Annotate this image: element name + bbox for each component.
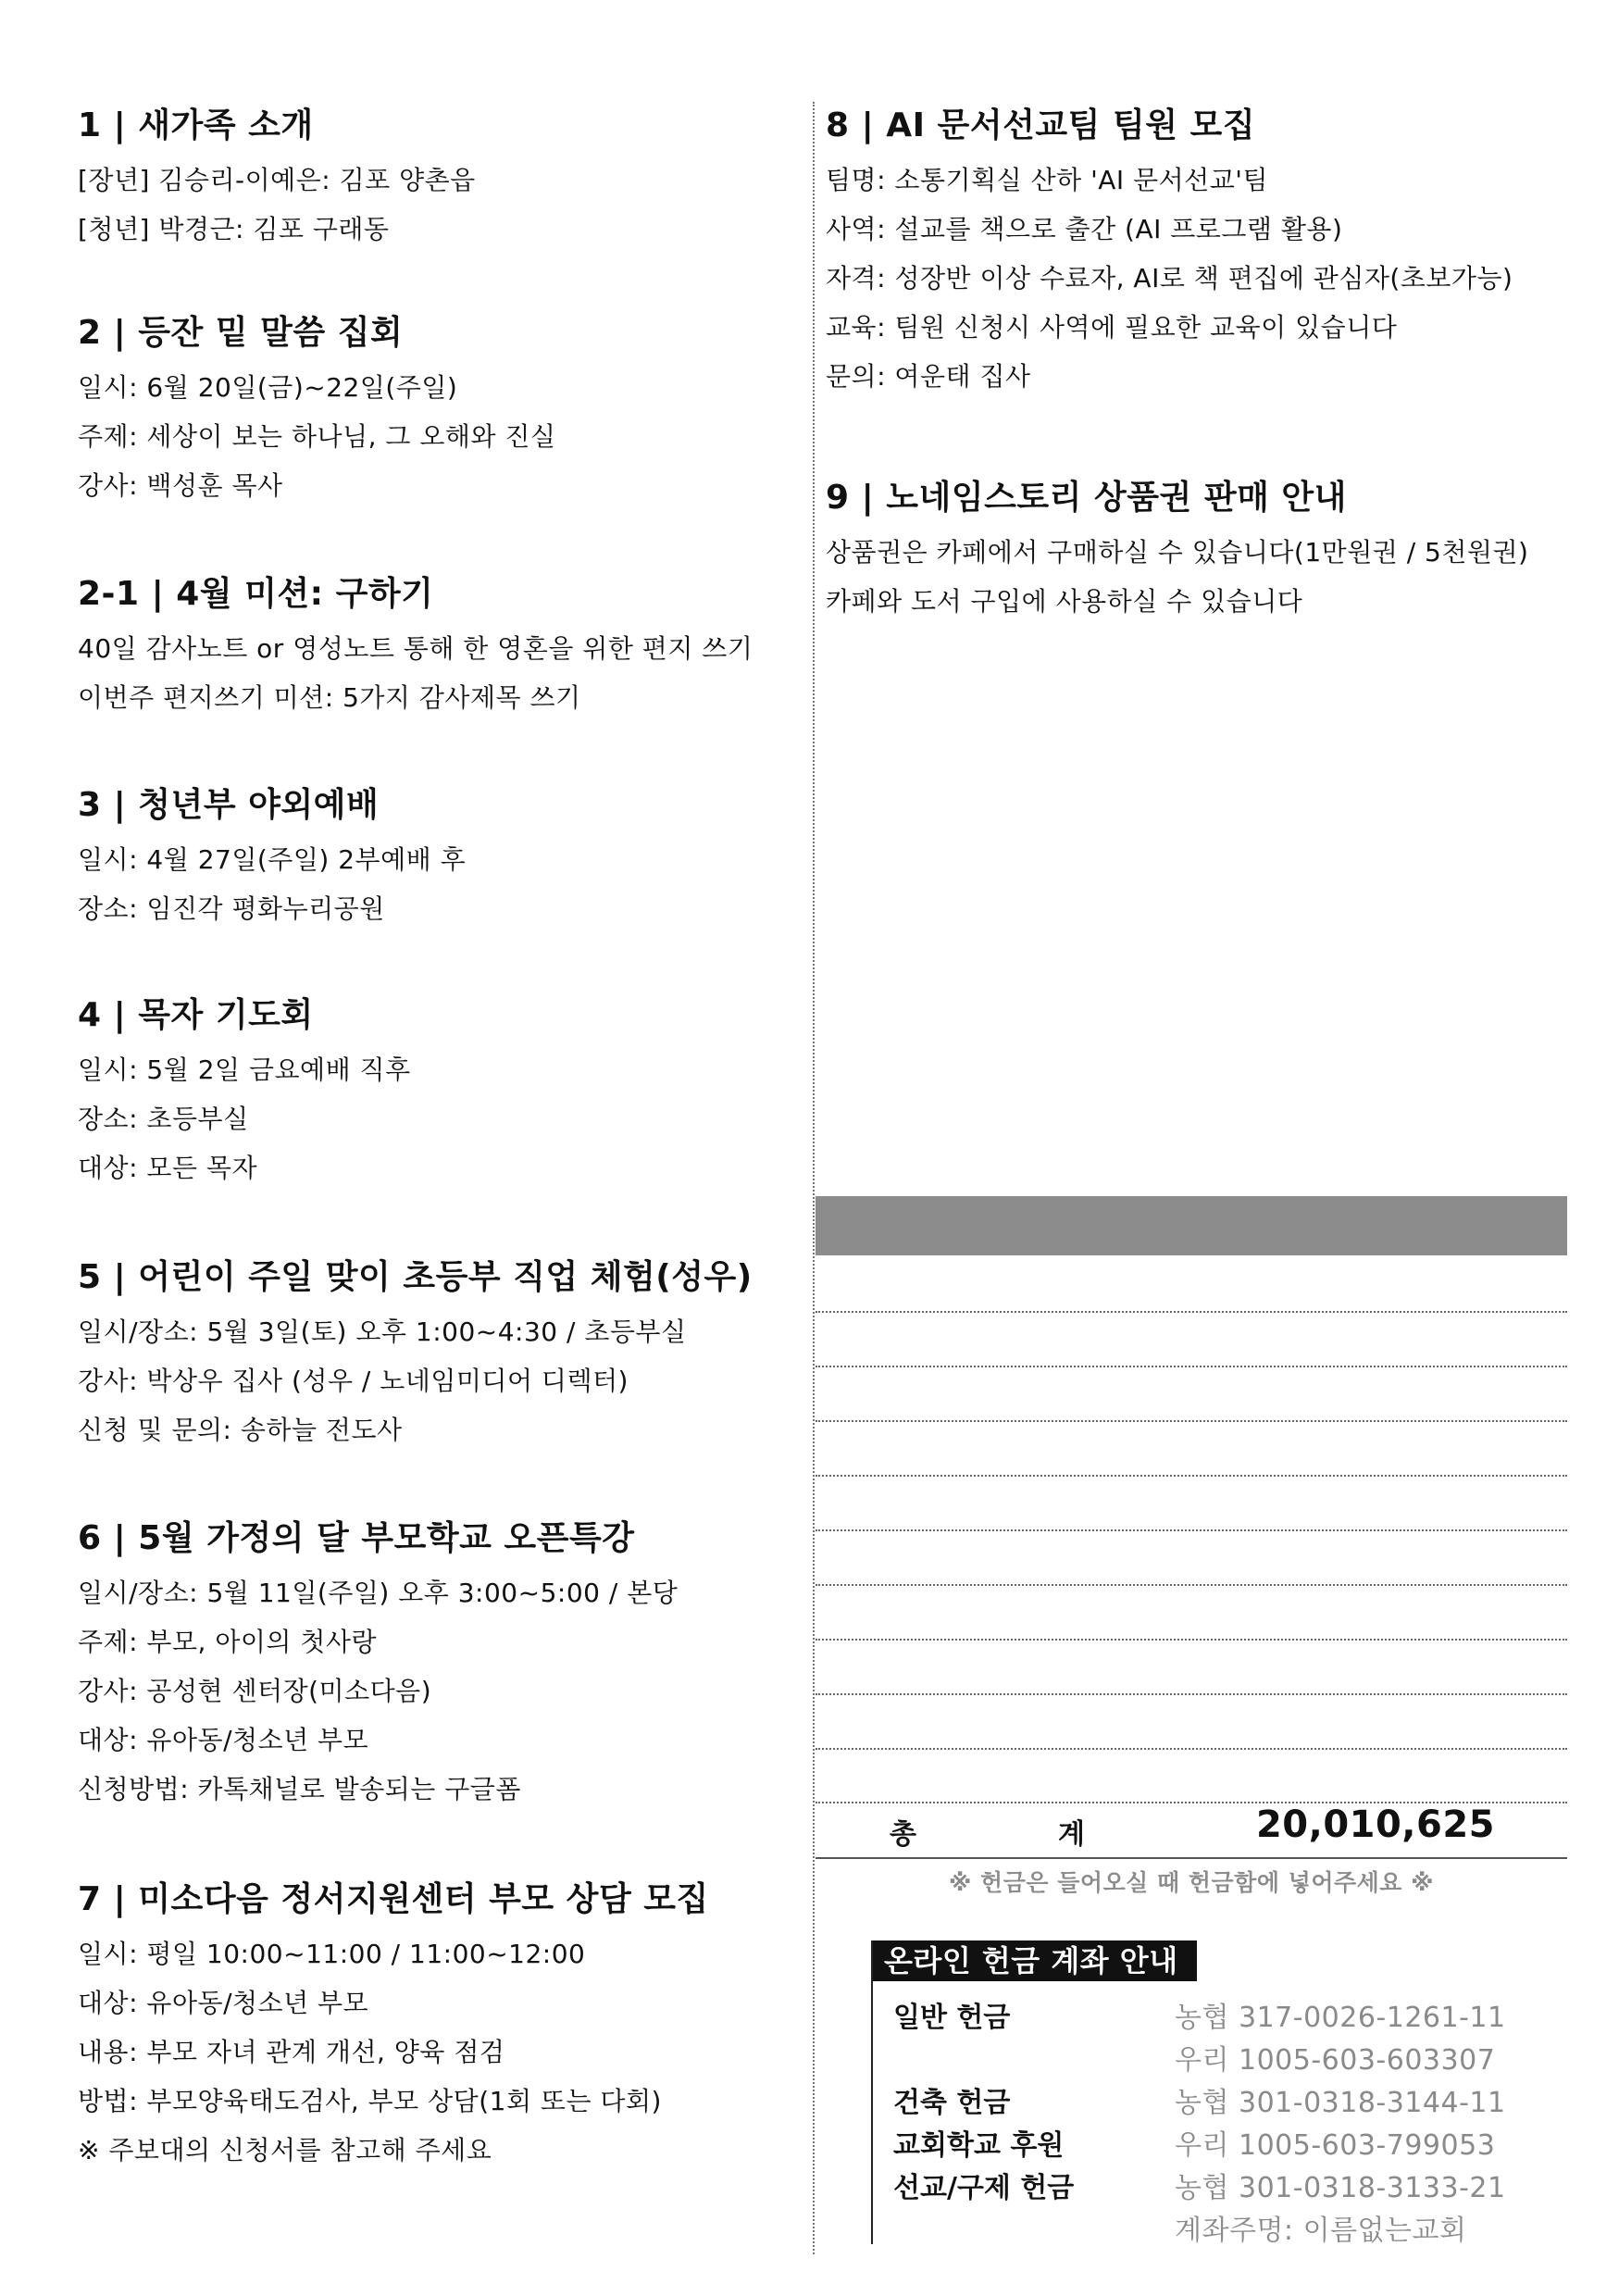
total-value: 20,010,625 [1255, 1803, 1495, 1846]
section-line: 장소: 임진각 평화누리공원 [78, 893, 385, 924]
section-ai-team [826, 104, 1566, 401]
section-line: 강사: 백성훈 목사 [78, 470, 283, 501]
section-line: 40일 감사노트 or 영성노트 통해 한 영혼을 위한 편지 쓰기 [78, 633, 753, 664]
offering-row-divider [816, 1529, 1567, 1531]
offering-row-divider [816, 1584, 1567, 1586]
section-line: [장년] 김승리-이예은: 김포 양촌읍 [78, 165, 476, 195]
account-holder: 계좌주명: 이름없는교회 [1175, 2215, 1467, 2247]
section-line: 이번주 편지쓰기 미션: 5가지 감사제목 쓰기 [78, 682, 581, 713]
section-parent-school [78, 1516, 800, 1814]
section-children-job-experience [78, 1255, 800, 1454]
section-line: 대상: 유아동/청소년 부모 [78, 1725, 369, 1755]
offering-row-divider [816, 1311, 1567, 1313]
section-line: ※ 주보대의 신청서를 참고해 주세요 [78, 2135, 492, 2165]
section-title: 7 | 미소다음 정서지원센터 부모 상담 모집 [78, 1880, 709, 1918]
offering-row-divider [816, 1639, 1567, 1641]
bank-account: 우리 1005-603-603307 [1175, 2044, 1496, 2077]
section-title: 2-1 | 4월 미션: 구하기 [78, 575, 434, 613]
section-line: 강사: 공성현 센터장(미소다음) [78, 1676, 432, 1706]
section-title: 1 | 새가족 소개 [78, 106, 314, 144]
section-line: [청년] 박경근: 김포 구래동 [78, 214, 390, 244]
bank-account: 농협 301-0318-3133-21 [1175, 2172, 1506, 2204]
giving-type-label: 선교/구제 헌금 [893, 2172, 1075, 2204]
section-line: 팀명: 소통기획실 산하 'AI 문서선교'팀 [826, 165, 1269, 195]
section-line: 문의: 여운태 집사 [826, 361, 1031, 392]
offering-row-divider [816, 1475, 1567, 1477]
section-gift-card [826, 476, 1566, 626]
section-line: 신청방법: 카톡채널로 발송되는 구글폼 [78, 1774, 521, 1804]
section-sermon-meeting [78, 311, 800, 510]
section-line: 대상: 모든 목자 [78, 1153, 258, 1183]
section-line: 대상: 유아동/청소년 부모 [78, 1988, 369, 2018]
section-line: 상품권은 카페에서 구매하실 수 있습니다(1만원권 / 5천원권) [826, 537, 1529, 568]
section-line: 강사: 박상우 집사 (성우 / 노네임미디어 디렉터) [78, 1366, 629, 1396]
section-title: 5 | 어린이 주일 맞이 초등부 직업 체험(성우) [78, 1258, 753, 1296]
section-line: 카페와 도서 구입에 사용하실 수 있습니다 [826, 586, 1303, 617]
column-divider [813, 102, 815, 2254]
offering-table-header [816, 1196, 1567, 1255]
section-title: 8 | AI 문서선교팀 팀원 모집 [826, 106, 1256, 144]
bank-account: 농협 301-0318-3144-11 [1175, 2087, 1506, 2119]
section-shepherd-prayer [78, 993, 800, 1192]
online-giving-box [871, 1940, 1558, 2247]
section-line: 내용: 부모 자녀 관계 개선, 양육 점검 [78, 2037, 505, 2067]
offering-notice: ※ 헌금은 들어오실 때 헌금함에 넣어주세요 ※ [949, 1869, 1434, 1896]
section-line: 일시/장소: 5월 3일(토) 오후 1:00~4:30 / 초등부실 [78, 1316, 687, 1347]
offering-row-divider [816, 1420, 1567, 1422]
section-line: 장소: 초등부실 [78, 1104, 249, 1134]
section-line: 일시: 평일 10:00~11:00 / 11:00~12:00 [78, 1939, 586, 1969]
total-label-2: 계 [1058, 1818, 1085, 1851]
giving-type-label: 일반 헌금 [893, 2002, 1011, 2034]
section-line: 방법: 부모양육태도검사, 부모 상담(1회 또는 다회) [78, 2086, 662, 2116]
section-title: 4 | 목자 기도회 [78, 996, 314, 1034]
section-title: 9 | 노네임스토리 상품권 판매 안내 [826, 479, 1347, 517]
section-youth-outdoor-worship [78, 783, 800, 933]
section-line: 일시: 4월 27일(주일) 2부예배 후 [78, 844, 467, 875]
section-line: 주제: 부모, 아이의 첫사랑 [78, 1627, 378, 1657]
offering-row-divider [816, 1748, 1567, 1750]
giving-type-label: 교회학교 후원 [893, 2129, 1065, 2162]
section-april-mission [78, 572, 800, 722]
section-line: 자격: 성장반 이상 수료자, AI로 책 편집에 관심자(초보가능) [826, 263, 1513, 293]
section-title: 3 | 청년부 야외예배 [78, 786, 380, 824]
online-giving-title: 온라인 헌금 계좌 안내 [873, 1940, 1197, 1981]
section-line: 사역: 설교를 책으로 출간 (AI 프로그램 활용) [826, 214, 1343, 244]
section-line: 주제: 세상이 보는 하나님, 그 오해와 진실 [78, 421, 556, 452]
section-line: 신청 및 문의: 송하늘 전도사 [78, 1415, 403, 1445]
offering-total-row [816, 1802, 1567, 1859]
section-line: 교육: 팀원 신청시 사역에 필요한 교육이 있습니다 [826, 312, 1398, 343]
section-line: 일시/장소: 5월 11일(주일) 오후 3:00~5:00 / 본당 [78, 1578, 679, 1608]
offering-row-divider [816, 1693, 1567, 1695]
section-title: 2 | 등잔 밑 말씀 집회 [78, 314, 404, 352]
section-parent-counseling [78, 1878, 800, 2175]
total-label-1: 총 [890, 1818, 916, 1851]
bank-account: 우리 1005-603-799053 [1175, 2129, 1496, 2162]
section-new-family [78, 104, 800, 254]
giving-type-label: 건축 헌금 [893, 2087, 1011, 2119]
offering-row-divider [816, 1366, 1567, 1367]
bank-account: 농협 317-0026-1261-11 [1175, 2002, 1506, 2034]
section-title: 6 | 5월 가정의 달 부모학교 오픈특강 [78, 1519, 635, 1557]
section-line: 일시: 5월 2일 금요예배 직후 [78, 1054, 411, 1085]
section-line: 일시: 6월 20일(금)~22일(주일) [78, 372, 458, 403]
